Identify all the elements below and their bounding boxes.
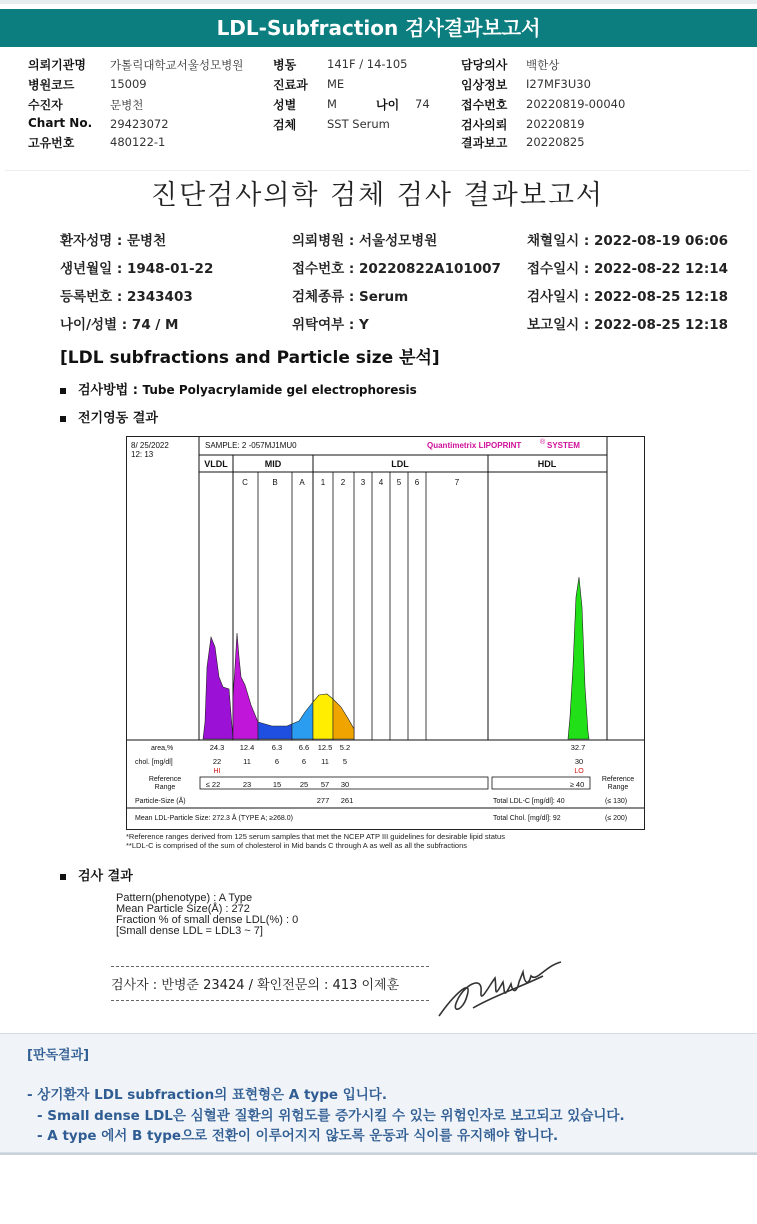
header-label: 수진자 [28,98,63,112]
header-label: 결과보고 [461,136,508,150]
reference-value: 23 [242,780,252,789]
band-label: B [272,478,278,487]
band-label: A [299,478,305,487]
chol-value: 6 [301,757,307,766]
reference-label: Range [607,784,629,791]
midb-peak [258,722,292,739]
judgement-title: [판독결과] [27,1048,90,1063]
ldl1-peak [313,694,333,739]
mean-particle-label: Mean LDL-Particle Size: 272.3 Å (TYPE A; ≥268.0) [135,815,293,822]
report-title: LDL-Subfraction 검사결과보고서 [216,16,541,40]
total-ldl-label: Total LDL-C [mg/dl]: 40 [493,798,565,805]
report-title-bar [0,9,757,47]
hdl-peak [568,577,589,739]
area-value: 12.5 [317,743,333,752]
reference-label: Range [154,784,176,791]
header-value: 20220819-00040 [526,97,626,111]
band-group-label: HDL [537,459,557,469]
hdl-chol-value: 30 [574,757,584,766]
header-info [0,52,757,162]
header-label: 병원코드 [28,78,75,92]
bottom-divider [0,1153,757,1155]
vldl-peak [203,637,233,739]
header-value: 문병천 [110,98,144,112]
electrophoresis-heading: 전기영동 결과 [60,407,158,426]
header-value: 20220819 [526,117,585,131]
band-label: 2 [340,478,346,487]
total-ldl-reference: (≤ 130) [605,798,628,805]
header-label: 나이 [376,98,400,112]
note-line: *Reference ranges derived from 125 serum samples that met the NCEP ATP III guidelines for desirable lipid status [126,832,505,841]
judgement-line: - 상기환자 LDL subfraction의 표현형은 A type 입니다. [27,1087,387,1103]
area-value: 6.6 [298,743,310,752]
band-label: 7 [454,478,460,487]
header-value: 가톨릭대학교서울성모병원 [110,58,244,72]
chol-value: 6 [274,757,280,766]
result-heading: 검사 결과 [60,865,133,884]
result-document [5,170,750,1026]
patient-info-item: 의뢰병원 : 서울성모병원 [292,233,438,249]
patient-info-item: 생년월일 : 1948-01-22 [60,261,214,277]
divider [111,966,429,967]
particle-size-value: 261 [340,796,354,805]
patient-info-item: 나이/성별 : 74 / M [60,317,179,333]
chol-label: chol. [mg/dl] [135,759,173,766]
chol-value: 11 [321,757,329,766]
document-title: 진단검사의학 검체 검사 결과보고서 [151,180,604,211]
result-line: Mean Particle Size(Å) : 272 [116,903,250,915]
header-label: 병동 [273,58,297,72]
header-value: M [327,97,337,111]
header-value: ME [327,77,345,91]
band-label: 1 [320,478,326,487]
gel-system: Quantimetrix LIPOPRINT [427,441,522,450]
header-value: 141F / 14-105 [327,57,408,71]
header-value: 백한상 [526,58,560,72]
area-value: 24.3 [209,743,225,752]
section-title: [LDL subfractions and Particle size 분석] [60,348,440,368]
signature-text: 검사자 : 반병준 23424 / 확인전문의 : 413 이제훈 [111,978,400,993]
header-value: I27MF3U30 [526,77,591,91]
gel-date: 8/ 25/2022 [131,441,169,450]
band-label: 4 [378,478,384,487]
hdl-area-value: 32.7 [570,743,586,752]
header-value: 74 [415,97,430,111]
gel-sample: SAMPLE: 2 -057MJ1MU0 [205,441,297,450]
reference-value: 25 [299,780,309,789]
electrophoresis-chart [126,436,645,830]
band-label: 3 [360,478,366,487]
header-label: 진료과 [273,78,308,92]
particle-size-label: Particle-Size (Å) [135,798,186,805]
header-label: 검사의뢰 [461,118,508,132]
header-value: 29423072 [110,117,169,131]
judgement-line: - Small dense LDL은 심혈관 질환의 위험도를 증가시킬 수 있는 위험인자로 보고되고 있습니다. [37,1108,625,1124]
gel-labels [131,438,634,822]
judgement-line: - A type 에서 B type으로 전환이 이루어지지 않도록 운동과 식이를 유지해야 합니다. [37,1128,559,1144]
divider [111,1000,429,1001]
result-line: [Small dense LDL = LDL3 ~ 7] [116,925,263,937]
density-curves [203,577,589,739]
chol-value: 5 [342,757,348,766]
patient-info-item: 접수번호 : 20220822A101007 [292,261,501,277]
band-label: 5 [396,478,402,487]
gel-system-suffix: SYSTEM [547,441,580,450]
chol-value: 11 [243,757,251,766]
header-label: 고유번호 [28,136,75,150]
chol-value: 22 [212,757,222,766]
patient-info-item: 위탁여부 : Y [292,317,369,333]
reference-value: 15 [272,780,282,789]
area-label: area,% [151,745,174,752]
electrophoresis-svg [127,437,644,829]
area-value: 6.3 [271,743,283,752]
result-summary [116,893,298,937]
patient-info-item: 환자성명 : 문병천 [60,233,167,249]
note-line: **LDL-C is comprised of the sum of cholesterol in Mid bands C through A as well as all the subfractions [126,841,468,850]
hi-flag: HI [213,768,221,775]
bullet-icon [60,416,66,422]
header-label: Chart No. [28,116,93,130]
reference-value: 57 [320,780,330,789]
patient-info-item: 검체종류 : Serum [292,289,409,305]
header-label: 검체 [273,118,297,132]
reference-notes [126,832,505,850]
header-label: 담당의사 [461,58,508,72]
gel-system-mark: ® [540,439,546,446]
top-border [0,0,757,4]
band-label: 6 [414,478,420,487]
header-label: 성별 [273,98,297,112]
ldl2-peak [333,699,354,739]
band-group-label: VLDL [204,459,228,469]
patient-info-item: 접수일시 : 2022-08-22 12:14 [527,261,729,277]
reference-label: Reference [601,776,635,783]
method-line: 검사방법 : Tube Polyacrylamide gel electrophoresis [60,379,417,398]
reference-value: ≤ 22 [205,780,221,789]
mida-peak [292,702,313,739]
signature-image [433,956,568,1026]
bullet-icon [60,874,66,880]
header-label: 임상정보 [461,78,508,92]
patient-info-item: 검사일시 : 2022-08-25 12:18 [527,289,729,305]
header-value: SST Serum [327,117,390,131]
result-line: Pattern(phenotype) : A Type [116,892,253,904]
band-group-label: LDL [391,459,409,469]
header-value: 20220825 [526,135,585,149]
band-group-label: MID [264,459,282,469]
result-line: Fraction % of small dense LDL(%) : 0 [116,914,299,926]
header-value: 15009 [110,77,147,91]
bullet-icon [60,388,66,394]
area-value: 5.2 [339,743,351,752]
gel-time: 12: 13 [131,450,154,459]
reference-label: Reference [148,776,182,783]
total-chol-label: Total Chol. [mg/dl]: 92 [493,815,561,822]
patient-info-item: 등록번호 : 2343403 [60,289,193,305]
total-chol-reference: (≤ 200) [605,815,628,822]
header-label: 의뢰기관명 [28,58,86,72]
area-value: 12.4 [239,743,255,752]
midc-peak [233,633,258,739]
reference-value: 30 [340,780,350,789]
header-value: 480122-1 [110,135,166,149]
particle-size-value: 277 [316,796,330,805]
patient-info-item: 채혈일시 : 2022-08-19 06:06 [527,233,729,249]
lo-flag: LO [574,768,584,775]
hdl-reference-value: ≥ 40 [569,780,585,789]
header-label: 접수번호 [461,98,508,112]
band-label: C [242,478,248,487]
patient-info-item: 보고일시 : 2022-08-25 12:18 [527,317,729,333]
judgement-panel [0,1033,757,1153]
